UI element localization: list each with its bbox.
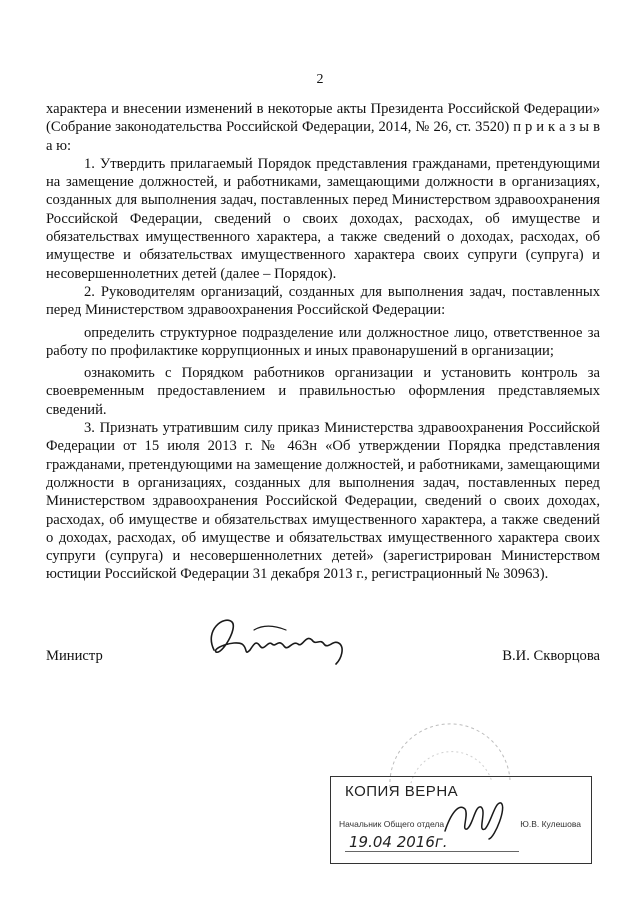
- page-number: 2: [316, 72, 324, 87]
- signature-block: [46, 640, 600, 670]
- document-body: [46, 100, 600, 584]
- paragraph-2: 2. Руководителям организаций, созданных для выполнения задач, поставленных перед Министерством здравоохранения Российской Федерации:: [46, 283, 600, 319]
- paragraph-2-item-2: ознакомить с Порядком работников организации и установить контроль за своевременным предоставлением и правильностью оформления представляемых сведений.: [46, 365, 600, 418]
- paragraph-3: 3. Признать утратившим силу приказ Министерства здравоохранения Российской Федерации от 15 июля 2013 г. № 463н «Об утверждении Порядка представления гражданами, претендующими на замещение должностей, и работниками, замещающими должности в организациях, созданных для выполнения задач, поставленных перед Министерством здравоохранения Российской Федерации, сведений о своих доходах, расходах, об имуществе и обязательствах имущественного характера, а также сведений о доходах, расходах, об имуществе и обязательствах имущественного характера своих супруги (супруга) и несовершеннолетних детей» (зарегистрирован Министерством юстиции Российской Федерации 31 декабря 2013 г., регистрационный № 30963).: [46, 420, 600, 583]
- stamp-date: 19.04 2016г.: [345, 833, 519, 852]
- certified-copy-stamp: [330, 776, 592, 864]
- handwritten-signature: [194, 610, 384, 670]
- paragraph-2-item-1: определить структурное подразделение или должностное лицо, ответственное за работу по профилактике коррупционных и иных правонарушений в организации;: [46, 324, 600, 359]
- stamp-title: КОПИЯ ВЕРНА: [345, 783, 459, 800]
- signer-name: В.И. Скворцова: [502, 648, 600, 664]
- signer-position: Министр: [46, 648, 103, 664]
- stamp-name: Ю.В. Кулешова: [520, 819, 581, 829]
- paragraph-1: 1. Утвердить прилагаемый Порядок представления гражданами, претендующими на замещение должностей, и работниками, замещающими должности в организациях, созданных для выполнения задач, поставленных перед Министерством здравоохранения Российской Федерации, сведений о своих доходах, расходах, об имуществе и обязательствах имущественного характера, а также сведений о доходах, расходах, об имуществе и обязательствах имущественного характера своих супруги (супруга) и несовершеннолетних детей (далее – Порядок).: [46, 155, 600, 282]
- paragraph-intro: характера и внесении изменений в некоторые акты Президента Российской Федерации» (Собрание законодательства Российской Федерации, 2014, № 26, ст. 3520) п р и к а з ы в а ю:: [46, 101, 600, 154]
- stamp-position: Начальник Общего отдела: [339, 819, 445, 829]
